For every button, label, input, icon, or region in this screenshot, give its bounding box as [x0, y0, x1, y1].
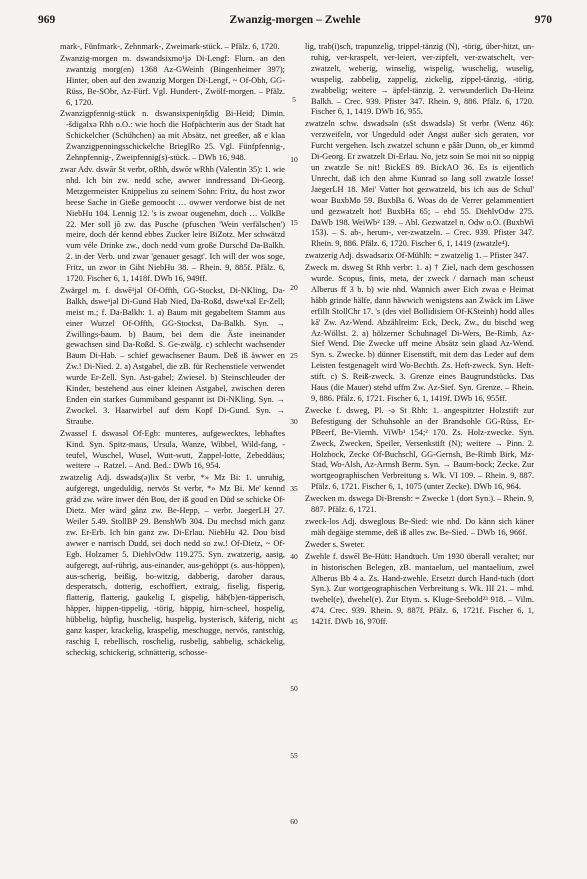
entry-zwar: zwar Adv. dswār St verbr, oRhh, dswōr wRhh (Valentin 35): 1. wie nhd. Ich bin zw. nedd sche, awwer inndressand Di-Georg. Metzgermeister Knippelius zu seinem Sohn: Fritz, du host zwor beese Sache in Gieße gemoocht … owwer verdorwe bist de net NiebHu 104. Lennig 12. 's is zwoar ougenehm, doch … VolkBe 22. Mer soll jõ zw. das Pusche (pfuschen 'Wein verfälschen') meire, doch dér kennd ebbes Zucker leire BiZotz. Mer schwätzd vum véle Drinke zw., doch nedd vum große Durschd Da-Balkh. 2. in der Verb. und zwar 'genauer gesagt'. Ich will der wos soge, Fritz, un zwor in Giht NiebHu 38. – Rhein. 9, 885f. Pfälz. 6, 1720. Fischer 6, 1, 1418f. DWb 16, 949ff. — [60, 164, 285, 284]
line-number: 25 — [290, 351, 298, 360]
entry-zwecken: Zwecken m. dswegə Di-Brensb: = Zwecke 1 (dort Syn.). – Rhein. 9, 887. Pfälz. 6, 1721. — [305, 494, 534, 515]
entry-zwassel: Zwassel f. dswasəl Of-Egb: munteres, aufgewecktes, lebhaftes Kind. Syn. Spitz-maus, Ursula, Wanze, Wibbel, Wild-fang, -teufel, Wuschel, Wusel, Wutt-wutt, Zappel-lotte, Zebeddäus; weitere → Ratzel. – And. Bed.: DWb 16, 954. — [60, 428, 285, 471]
entry-zwecke: Zwecke f. dsweg, Pl. -ə St Rhh: 1. angespitzter Holzstift zur Befestigung der Schuhsohle an der Brandsohle GG-Rüss, Er-PBeerf, Be-Viernh. ViWb¹ 154;² 170. Zs. Holz-zwecke. Syn. Zweck, Zwecken, Speiler, Versenkstift (N); weitere → Pinn. 2. Holzbock, Zecke Of-Buchschl, GG-Gernsh, Be-Rimb Birk, Mz-Stad, Wo-Alsh, Az-Armsh Berm. Syn. → Baum-bock; Zecke. Zur wortgeographischen Verbreitung s. Wk. VI 109. – Rhein. 9, 887. Pfälz. 6, 1721. Fischer 6, 1, 1075 (unter Zecke). DWb 16, 964. — [305, 405, 534, 492]
entry-zwehle: Zwehle f. dswēl Be-Hütt: Handtuch. Um 1930 überall veraltet; nur in historischen Belegen, zB. mantaelum, uel mantaelium, zwel Alberus Bb 4 a. Zs. Hand-zwehle. Ersetzt durch Hand-tuch (dort Syn.). Zur wortgeographischen Verbreitung s. Wk. III 21. – mhd. twehel(e), dwehel(e). Zur Etym. s. Kluge-Seebold²³ 918. – Vilm. 474. Crec. 939. Rhein. 9, 887f. Pfälz. 6, 1721f. Fischer 6, 1, 1421f. DWb 16, 970ff. — [305, 551, 534, 627]
page-number-left: 969 — [38, 14, 56, 26]
running-head: Zwanzig-morgen – Zwehle — [229, 14, 361, 26]
page-number-right: 970 — [534, 14, 552, 26]
line-number: 30 — [290, 417, 298, 426]
line-number: 10 — [290, 155, 298, 164]
page-header — [38, 14, 552, 30]
entry-zweck-los: zweck-los Adj. dsweglous Be-Sied: wie nhd. Do känn sich käner mäh degäige stemme, deß iß alles zw. Be-Sied. – DWb 16, 966f. — [305, 516, 534, 537]
entry-zwatzelig-cont: lig, trab(i)sch, trapunzelig, trippel-tänzig (N), -törig, über-hitzt, un-ruhig, ver-kraspelt, ver-leiert, ver-zipfelt, ver-zwatschelt, ver-zwatzelt, weberig, winselig, wispelig, wuschelig, wuselig, wuspelig, zabbelig, zappelig, zickelig, zippel-tänzig, -törig, zwabbelig; weitere → äpfel-tänzig. 2. verwunderlich Da-Heinz Balkh. – Crec. 939. Pfister 347. Rhein. 9, 886. Pfälz. 6, 1720. Fischer 6, 1, 1419. DWb 16, 955. — [305, 42, 534, 117]
entry-zwanzigpfennig-stueck: Zwanzigpfennig-stück n. dswansixpeniŋšdig Bi-Heid; Dimin. -šdigəlxə Rhh o.O.: wie hoch die Hofpächterin aus der Stadt hat Schickelcher (Schühchen) aa mit Absätz, net greeßer, aß e klaa Zwanzigpenningsschickelche BrieglRo 25. Vgl. Fünfpfennig-, Zehnpfennig-, Zweipfennig(s)-stück. – DWb 16, 948. — [60, 109, 285, 163]
line-number: 50 — [290, 684, 298, 693]
line-number: 40 — [290, 552, 298, 561]
line-number: 45 — [290, 617, 298, 626]
line-number: 20 — [290, 283, 298, 292]
entry-zweck: Zweck m. dsweg St Rhh verbr: 1. a) † Ziel, nach dem geschossen wurde. Scopus, finis, meta, der zweck / darnach man scheust Alberus ff 3 b. b) wie nhd. Wannich awer Eich zwaa e Heimat häbb grinde hälfe, dann häwwich wenigstens aan Zwäck im Läwe erfillt StollChr 17. 's (des viel Bollidisiern Of-KSteinh) hodd alles kā' Zw. Az-Wend. Abzählreim: Eck, Deck, Zw., du bischd weg Az-Wöllst. 2. a) hölzerner Schuhnagel Di-Wers, Be-Rimb, Az-Sief Wend. Die Zwecke uff meine Absätz sein glaad Az-Wend. Syn. s. Zwecke. b) dünner Eisenstift, mit dem das Leder auf dem Leisten festgenagelt wird Wo-Bechth. Zs. Heft-zweck. Syn. Heft-stift. c) S. Reiß-zweck. 3. Grenze eines Baugrundstücks. Das Haus (die Mauer) stehd uffm Zw. Az-Sief. Syn. Grenze. – Rhein. 9, 886. Pfälz. 6, 1721. Fischer 6, 1, 1419f. DWb 16, 955ff. — [305, 263, 534, 403]
entry-zwaergel: Zwärgel m. f. dswē¹jəl Of-Offth, GG-Stockst, Di-NKling, Da-Balkh, dswe¹jəl Di-Gund Hab Nied, Da-Roßd, dswe¹xəl Er-Zell; meist m.; f. Da-Balkh: 1. a) Baum mit gegabeltem Stamm aus einer Wurzel Of-Offth, GG-Stockst, Da-Balkh. Syn. → Zwillings-baum. b) Baum, bei dem die Äste ineinander gewachsen sind Da-Roßd. S. Ge-zwälg. c) schlecht wachsender Baum Di-Hab. – schief gewachsener Baum. Deß iß äwwer en Zw.! Di-Nied. 2. a) Astgabel, die zB. für Rechenstiele verwendet wurde Er-Zell. Syn. Ast-gabel; Zwiesel. b) Steinschleuder der Kinder, bestehend aus einer kleinen Astgabel, zwischen deren Enden ein starkes Gummiband gespannt ist Di-NKling. Syn. → Zwockel. 3. Haarwirbel auf dem Kopf Di-Gund. Syn. → Straube. — [60, 285, 285, 426]
right-column — [305, 42, 534, 870]
line-number: 15 — [290, 218, 298, 227]
entry-zwanzig-morgen: Zwanzig-morgen m. dswandsixmo¹jə Di-Lengf: Flurn. an den zwantzig morg(en) 1368 Az-GWeinh (Bingenheimer 397); Hinter, oben auf den zwanzig Morgen Di-Lengf, ~ Of-Obh, GG-Rüss, Be-SObr, Az-Fürf. Vgl. Hundert-, Zwölf-morgen. – Pfälz. 6, 1720. — [60, 53, 285, 107]
line-number: 55 — [290, 751, 298, 760]
entry-zwatzelig: zwatzelig Adj. dswads(ə)lix St verbr, *» Mz Bi: 1. unruhig, aufgeregt, ungeduldig, nervös St verbr, *» Mz Bi. Me' kennd gräd zw. wäre inwer dén Bou, der iß goud en Düd se schicke Of-Dietz. Mer wärd gånz zw. Be-Hepp, – verbr. JaegerLH 27. Weiler 5.49. StollBP 29. BenshWb 304. Du mechsd mich ganz zw. Er-Erb. Ich bin ganz zw. Di-Erlau. NiebHu 42. Dou bisd awwer e narrisch Dudd, sei doch nedd so zw.! Of-Dietz, ~ Of-Egb. Holzamer 5. DiehlvOdw 119.275. Syn. zwatzerig, aasig, aufgeregt, auf-rührig, aus-einander, aus-gehöppt (s. aus-höppen), aus-scherig, beißig, bo-witzig, dabberig, darober daraus, desperatsch, dotterig, eschoffiert, extraig, fiselig, fisperig, flatterig, flatterig, gaukelig I, gispelig, häb(b)en-täpperisch, häpper, hippen-tippelig, -törig, häppig, hirn-scheel, hospelig, hübbelig, hüpfig, huschelig, huspelig, hysterisch, käferig, nicht ganz kasper, krackelig, kraspelig, meschugge, nervös, rantschig, raschig I, rebellisch, roschelig, rusbelig, sabbelig, schäckelig, scheckig, schickerig, schnätterig, schosse- — [60, 473, 285, 657]
line-number: 5 — [292, 95, 296, 104]
line-number: 35 — [290, 484, 298, 493]
entry-fuenfmark-cont: mark-, Fünfmark-, Zehnmark-, Zweimark-stück. – Pfälz. 6, 1720. — [60, 42, 280, 51]
entry-zwatzerig: zwatzerig Adj. dswadsərix Of-Mühlh: = zwatzelig 1. – Pfister 347. — [305, 251, 529, 261]
line-number: 60 — [290, 817, 298, 826]
entry-zwatzeln: zwatzeln schw. dswadsəln (sSt dswadslə) St verbr (Wenz 46): verzweifeln, vor Ungeduld oder Angst außer sich geraten, vor Furcht vergehen. Isch zwatzel schunn e pââr Dunn, ob_er kimmd Di-Georg. Er zwatzelt Di-Erlau. No, jetz soin Se moi nit so nippig un zwatzle Se nit! BickES 89. BickAO 36. Es is eijentlich Unrecht, daß ich den ahme Kunrad so lang soll zwatzle losse! JaegerLH 18. Mei' Vatter hot gezwatzeld, bis ich aus de Schul' woar BuxbMo 59. BuxbBa 6. Woas do de Verrer gelammentiert und gezwatzelt hot! BuxbHa 65; – ebd 55. DiehlvOdw 275. DaWb 198. WeiWb² 139. – Abl. Gezwatzel n. Odw o.O. (BuxbWi 153). – S. ab-, herum-, ver-zwatzeln. – Crec. 939. Pfister 347. Rhein. 9, 886. Pfälz. 6, 1720. Fischer 6, 1, 1419 (zwatzle⁴). — [305, 119, 534, 249]
entry-zweder: Zweder s. Sweter. — [305, 539, 366, 549]
left-column — [60, 42, 285, 870]
